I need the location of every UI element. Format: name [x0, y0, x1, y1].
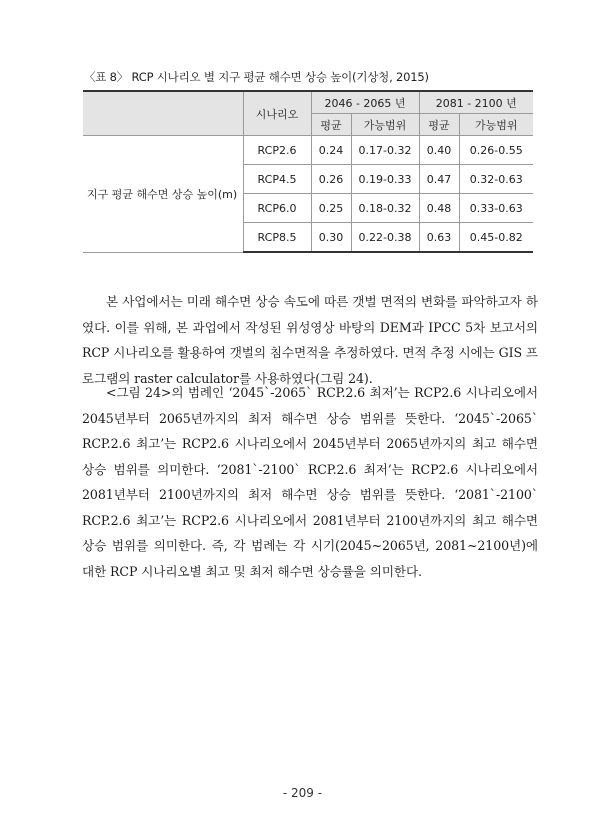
cell-range-2046: 0.22-0.38: [351, 223, 419, 253]
header-period-2081-2100: 2081 - 2100 년: [419, 91, 533, 114]
cell-mean-2081: 0.48: [419, 194, 459, 223]
body-paragraph-2: [82, 380, 538, 584]
header-empty: [83, 91, 243, 136]
cell-mean-2081: 0.63: [419, 223, 459, 253]
cell-scenario: RCP6.0: [243, 194, 311, 223]
cell-mean-2046: 0.26: [311, 165, 351, 194]
body-paragraph-1: [82, 289, 538, 391]
header-mean: 평균: [311, 114, 351, 136]
cell-range-2046: 0.17-0.32: [351, 136, 419, 165]
table-row: [83, 136, 533, 165]
cell-range-2081: 0.26-0.55: [459, 136, 533, 165]
cell-range-2081: 0.32-0.63: [459, 165, 533, 194]
header-range: 가능범위: [351, 114, 419, 136]
cell-range-2046: 0.19-0.33: [351, 165, 419, 194]
sea-level-table: [83, 90, 533, 253]
cell-scenario: RCP8.5: [243, 223, 311, 253]
cell-mean-2081: 0.40: [419, 136, 459, 165]
cell-range-2081: 0.33-0.63: [459, 194, 533, 223]
cell-scenario: RCP4.5: [243, 165, 311, 194]
page-number: - 209 -: [282, 786, 323, 800]
header-scenario: 시나리오: [243, 91, 311, 136]
cell-mean-2046: 0.30: [311, 223, 351, 253]
header-mean: 평균: [419, 114, 459, 136]
paragraph-text: 본 사업에서는 미래 해수면 상승 속도에 따른 갯벌 면적의 변화를 파악하고자 하였다. 이를 위해, 본 과업에서 작성된 위성영상 바탕의 DEM과 IPCC 5차 보고서의 RCP 시나리오를 활용하여 갯벌의 침수면적을 추정하였다. 면적 추정 시에는 GIS 프로그램의 raster calculator를 사용하였다(그림 24).: [82, 294, 538, 386]
header-range: 가능범위: [459, 114, 533, 136]
cell-mean-2046: 0.24: [311, 136, 351, 165]
cell-mean-2046: 0.25: [311, 194, 351, 223]
table-caption: 〈표 8〉 RCP 시나리오 별 지구 평균 해수면 상승 높이(기상청, 2015): [84, 70, 429, 84]
row-label: 지구 평균 해수면 상승 높이(m): [83, 136, 243, 253]
cell-range-2046: 0.18-0.32: [351, 194, 419, 223]
cell-scenario: RCP2.6: [243, 136, 311, 165]
paragraph-text: <그림 24>의 범례인 ‘2045`-2065` RCP.2.6 최저’는 RCP2.6 시나리오에서 2045년부터 2065년까지의 최저 해수면 상승 범위를 뜻한다. ‘2045`-2065` RCP.2.6 최고’는 RCP2.6 시나리오에서 2045년부터 2065년까지의 최고 해수면 상승 범위를 의미한다. ‘2081`-2100` RCP.2.6 최저’는 RCP2.6 시나리오에서 2081년부터 2100년까지의 최저 해수면 상승 범위를 뜻한다. ‘2081`-2100` RCP.2.6 최고’는 RCP2.6 시나리오에서 2081년부터 2100년까지의 최고 해수면 상승 범위를 의미한다. 즉, 각 범례는 각 시기(2045~2065년, 2081~2100년)에 대한 RCP 시나리오별 최고 및 최저 해수면 상승률을 의미한다.: [82, 385, 538, 579]
header-period-2046-2065: 2046 - 2065 년: [311, 91, 419, 114]
cell-mean-2081: 0.47: [419, 165, 459, 194]
cell-range-2081: 0.45-0.82: [459, 223, 533, 253]
